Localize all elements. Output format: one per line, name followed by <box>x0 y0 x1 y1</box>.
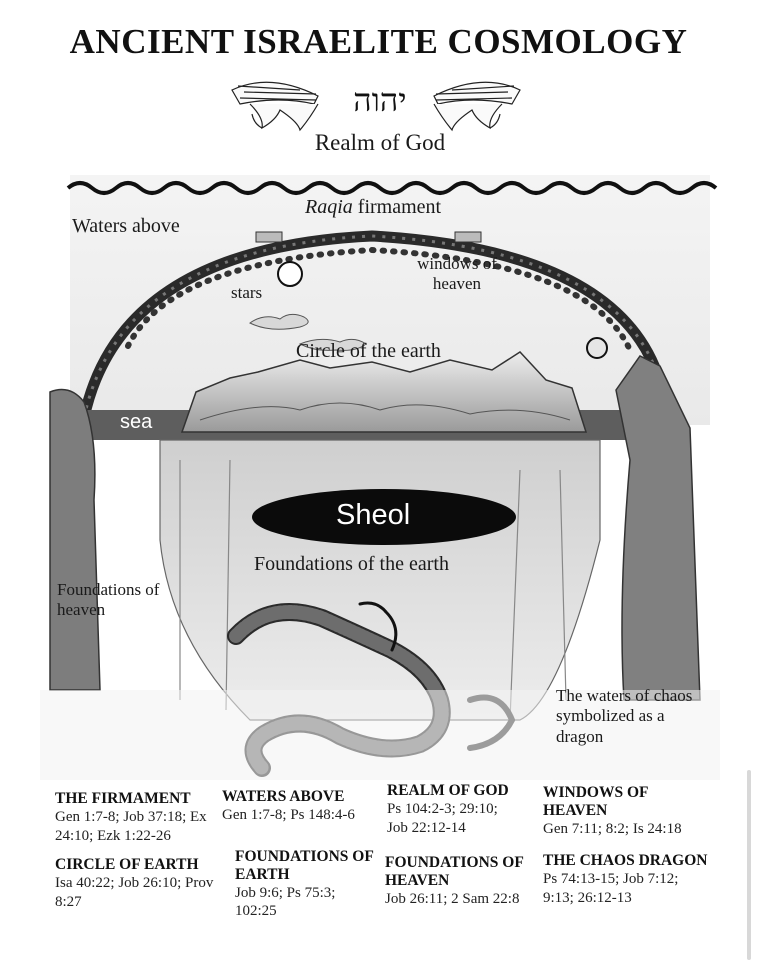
moon-icon <box>587 338 607 358</box>
stars-label: stars <box>231 283 263 302</box>
ref-foundations-of-heaven <box>385 854 535 908</box>
realm-of-god-label: Realm of God <box>314 130 446 155</box>
chaos-waters-label: The waters of chaos symbolized as a dragon <box>556 686 693 746</box>
circle-of-earth-label: Circle of the earth <box>296 340 441 362</box>
sun-icon <box>278 262 302 286</box>
sheol-label: Sheol <box>336 499 411 531</box>
ref-realm-of-god <box>387 782 522 837</box>
scripture-references <box>0 782 757 960</box>
ref-verses: Gen 1:7-8; Job 37:18; Ex 24:10; Ezk 1:22-26 <box>55 808 207 844</box>
ref-verses: Job 26:11; 2 Sam 22:8 <box>385 890 520 907</box>
waters-above-label: Waters above <box>72 215 180 237</box>
window-of-heaven-right <box>455 232 481 242</box>
ref-heading: FOUNDATIONS OF HEAVEN <box>385 854 524 889</box>
ref-verses: Gen 7:11; 8:2; Is 24:18 <box>543 820 682 837</box>
windows-of-heaven-label: windows of heaven <box>417 254 497 294</box>
ref-heading: FOUNDATIONS OF EARTH <box>235 848 374 883</box>
foundations-of-earth-label: Foundations of the earth <box>254 553 449 575</box>
right-winged-serpent-icon <box>434 82 520 130</box>
ref-heading: WATERS ABOVE <box>222 788 345 805</box>
ref-verses: Job 9:6; Ps 75:3; 102:25 <box>235 884 336 920</box>
raqia-firmament-label <box>305 196 441 219</box>
ref-firmament <box>55 790 220 845</box>
ref-chaos-dragon <box>543 852 708 907</box>
ref-verses: Ps 104:2-3; 29:10; Job 22:12-14 <box>387 800 498 836</box>
raqia-word: Raqia <box>305 196 353 218</box>
sea-label: sea <box>120 411 153 433</box>
ref-verses: Gen 1:7-8; Ps 148:4-6 <box>222 806 355 823</box>
ref-foundations-of-earth <box>235 848 375 921</box>
ref-waters-above <box>222 788 372 825</box>
scrollbar[interactable] <box>747 770 751 960</box>
ref-circle-of-earth <box>55 856 220 911</box>
ref-heading: THE FIRMAMENT <box>55 790 191 807</box>
left-winged-serpent-icon <box>232 82 318 130</box>
ref-windows-of-heaven <box>543 784 703 838</box>
foundations-of-heaven-label: Foundations of heaven <box>57 580 160 620</box>
divine-name-yhwh: יהוה <box>353 82 407 118</box>
firmament-word: firmament <box>352 196 442 218</box>
ref-heading: WINDOWS OF HEAVEN <box>543 784 648 819</box>
ref-heading: THE CHAOS DRAGON <box>543 852 708 869</box>
ref-verses: Isa 40:22; Job 26:10; Prov 8:27 <box>55 874 214 910</box>
ref-heading: CIRCLE OF EARTH <box>55 856 199 873</box>
window-of-heaven-left <box>256 232 282 242</box>
ref-heading: REALM OF GOD <box>387 782 509 799</box>
left-cliff-pillar <box>50 390 100 690</box>
page-title: ANCIENT ISRAELITE COSMOLOGY <box>69 22 688 61</box>
ref-verses: Ps 74:13-15; Job 7:12; 9:13; 26:12-13 <box>543 870 679 906</box>
